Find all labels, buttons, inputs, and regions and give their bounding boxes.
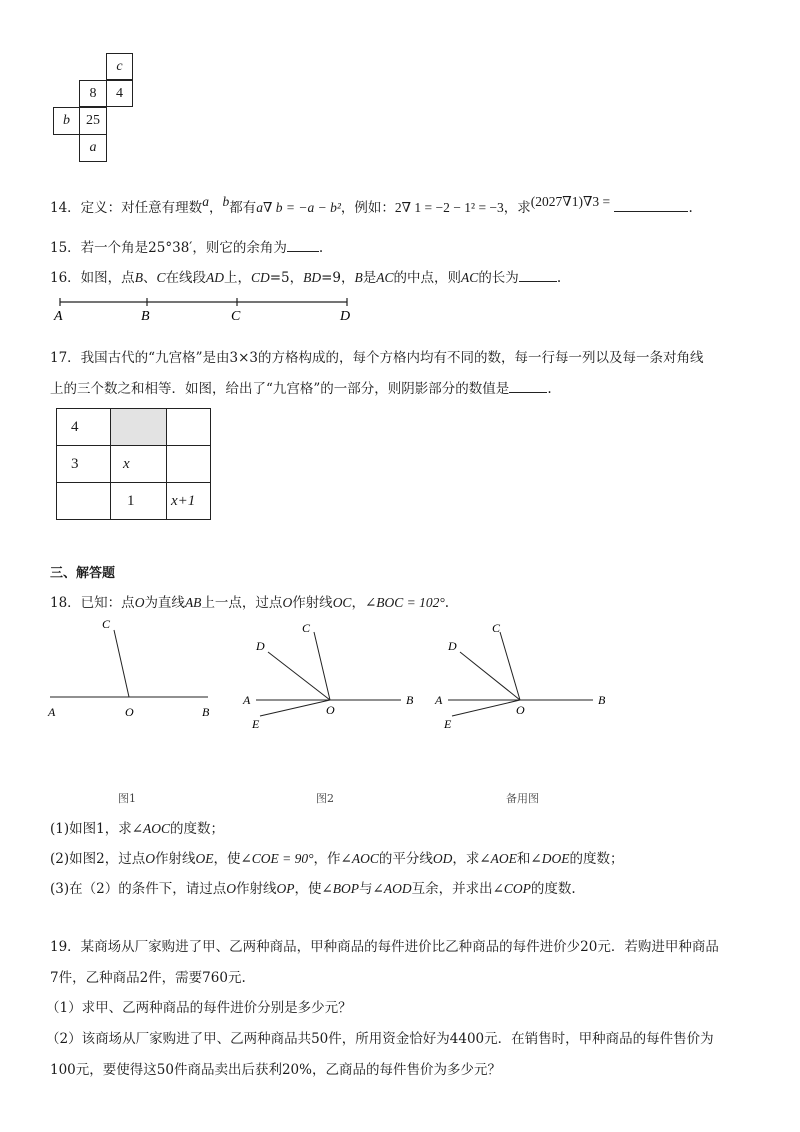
q16-text-8: 的中点，则 <box>393 270 462 286</box>
q18-part-2 <box>50 847 623 867</box>
q18-p2-angle-doe: ∠DOE <box>530 851 570 866</box>
net-cell-b: b <box>53 107 80 135</box>
q18-part-3 <box>50 877 576 897</box>
q18-p2-text-c: ，使 <box>213 851 241 867</box>
q14-definition: a∇ b = −a − b² <box>256 200 341 215</box>
q18-p2-angle-aoe: ∠AOE <box>479 851 517 866</box>
fig2-label-e: E <box>252 717 260 731</box>
q16-segment-figure <box>50 292 360 324</box>
q14-text-c: ，例如： <box>340 200 395 216</box>
q18-p3-angle-bop: ∠BOP <box>321 881 360 896</box>
q17-text-2: 上的三个数之和相等．如图，给出了“九宫格”的一部分，则阴影部分的数值是 <box>50 381 510 397</box>
question-16 <box>50 266 561 286</box>
q16-segment-cd: CD <box>250 270 270 285</box>
q16-segment-ac: AC <box>376 270 394 285</box>
q18-p2-text-e: 的平分线 <box>378 851 433 867</box>
q16-text-6: =9， <box>321 270 355 286</box>
q14-end: . <box>688 200 693 216</box>
question-18 <box>50 591 449 611</box>
fig3-ray-oe <box>452 700 520 716</box>
q18-p3-text-f: 的度数. <box>530 881 576 897</box>
figure-backup <box>430 618 620 733</box>
fig3-label-b: B <box>598 693 606 707</box>
net-cell-4: 4 <box>106 80 133 107</box>
question-14 <box>50 196 693 216</box>
point-label-c: C <box>231 309 241 324</box>
q18-p3-text-d: 与 <box>359 881 373 897</box>
q16-text-1: 16．如图，点 <box>50 270 135 286</box>
q16-text-9: 的长为 <box>478 270 519 286</box>
fig3-label-e: E <box>444 717 452 731</box>
fig3-label-d: D <box>448 639 457 653</box>
q19-part-2-line-1: （2）该商场从厂家购进了甲、乙两种商品共50件，所用资金恰好为4400元．在销售时，甲种商品的每件售价为 <box>46 1031 714 1047</box>
section-3-heading: 三、解答题 <box>50 566 116 581</box>
net-cell-8: 8 <box>79 80 107 107</box>
q18-p3-ray-op: OP <box>276 881 295 896</box>
q14-query: (2027∇1)∇3 = <box>530 194 611 209</box>
q18-p2-text-h: 的度数； <box>569 851 624 867</box>
fig3-label-o: O <box>516 703 525 717</box>
grid-cell-r3c3: x+1 <box>167 483 211 520</box>
q18-p3-text-a: (3)在（2）的条件下，请过点 <box>50 881 227 897</box>
q14-var-b: b <box>222 194 230 209</box>
q14-text-b: 都有 <box>229 200 257 216</box>
q16-answer-blank[interactable] <box>519 269 557 282</box>
fig3-ray-od <box>460 652 520 700</box>
q18-p1-angle: ∠AOC <box>131 821 171 836</box>
fig2-ray-oe <box>260 700 330 716</box>
q14-answer-blank[interactable] <box>614 199 688 212</box>
fig2-label-c: C <box>302 621 311 635</box>
q18-p1-text-a: (1)如图1，求 <box>50 821 132 837</box>
fig3-label-c: C <box>492 621 501 635</box>
question-15 <box>50 236 323 256</box>
q18-ray-oc: OC <box>332 595 352 610</box>
fig1-label-b: B <box>202 705 210 719</box>
q15-end: . <box>318 240 324 256</box>
q16-segment-ad: AD <box>205 270 224 285</box>
grid-cell-r1c1: 4 <box>57 409 111 446</box>
caption-figure-2: 图2 <box>316 792 334 805</box>
fig2-label-o: O <box>326 703 335 717</box>
q15-answer-blank[interactable] <box>287 239 319 252</box>
q14-var-a: a <box>202 194 209 209</box>
q18-p2-ray-oe: OE <box>195 851 214 866</box>
q16-text-4: 上， <box>223 270 251 286</box>
q18-p2-point-o: O <box>145 851 155 866</box>
net-cell-a: a <box>79 134 107 162</box>
fig2-label-d: D <box>256 639 265 653</box>
q18-given-angle: ∠BOC = 102° <box>364 595 445 610</box>
q18-p2-text-a: (2)如图2，过点 <box>50 851 146 867</box>
q16-point-b: B <box>134 270 143 285</box>
q16-text-3: 在线段 <box>165 270 206 286</box>
q18-p2-text-g: 和 <box>516 851 531 867</box>
q14-text: 14．定义：对任意有理数 <box>50 200 203 216</box>
q18-p2-angle-coe: ∠COE = 90° <box>240 851 314 866</box>
q18-text-1: 18．已知：点 <box>50 595 135 611</box>
fig1-label-c: C <box>102 617 111 631</box>
q18-p3-angle-aod: ∠AOD <box>372 881 412 896</box>
q14-text-d: ，求 <box>503 200 531 216</box>
q19-line-2: 7件，乙种商品2件，需要760元. <box>50 970 246 986</box>
net-cell-25: 25 <box>79 107 107 135</box>
net-cell-c: c <box>106 53 133 80</box>
q17-answer-blank[interactable] <box>509 380 547 393</box>
q18-p2-ray-od: OD <box>432 851 453 866</box>
fig1-ray-oc <box>114 630 129 697</box>
q18-p3-angle-cop: ∠COP <box>492 881 531 896</box>
q18-p3-point-o: O <box>226 881 236 896</box>
q16-text-7: 是 <box>362 270 377 286</box>
q18-p3-text-e: 互余，并求出 <box>411 881 493 897</box>
magic-square-grid <box>56 408 211 520</box>
q18-point-o: O <box>134 595 145 610</box>
grid-cell-r2c1: 3 <box>57 446 111 483</box>
q18-p2-text-d: ，作 <box>313 851 341 867</box>
grid-cell-r2c3 <box>167 446 211 483</box>
fig3-label-a: A <box>435 693 443 707</box>
caption-figure-backup: 备用图 <box>506 792 539 805</box>
fig2-label-a: A <box>243 693 251 707</box>
q18-p2-text-f: ，求 <box>452 851 480 867</box>
q19-part-1: （1）求甲、乙两种商品的每件进价分别是多少元？ <box>46 1000 352 1016</box>
point-label-d: D <box>340 309 351 324</box>
q18-text-2: 为直线 <box>144 595 185 611</box>
q16-text-2: 、 <box>142 270 157 286</box>
grid-cell-r2c2: x <box>111 446 167 483</box>
grid-cell-r3c2: 1 <box>111 483 167 520</box>
q15-text: 15．若一个角是25°38′，则它的余角为 <box>50 240 287 256</box>
q18-text-4: 作射线 <box>292 595 333 611</box>
grid-cell-r3c1 <box>57 483 111 520</box>
q18-text-3: 上一点，过点 <box>201 595 283 611</box>
q18-point-o-2: O <box>282 595 293 610</box>
q18-part-1 <box>50 817 224 837</box>
fig3-ray-oc <box>500 632 520 700</box>
q18-p3-text-c: ，使 <box>294 881 322 897</box>
q14-example: 2∇ 1 = −2 − 1² = −3 <box>394 200 504 215</box>
q18-text-5: ， <box>351 595 365 611</box>
figure-2 <box>238 618 428 733</box>
question-17-line-2 <box>50 377 552 397</box>
q18-end: . <box>444 595 450 611</box>
fig1-label-a: A <box>48 705 56 719</box>
q18-p1-text-b: 的度数； <box>170 821 225 837</box>
q16-point-b-2: B <box>354 270 363 285</box>
grid-cell-shaded <box>111 409 167 446</box>
q18-line-ab: AB <box>184 595 202 610</box>
q14-sep: ， <box>208 200 223 216</box>
point-label-b: B <box>141 309 150 324</box>
grid-cell-r1c3 <box>167 409 211 446</box>
q18-p2-text-b: 作射线 <box>154 851 196 867</box>
fig2-label-b: B <box>406 693 414 707</box>
q19-part-2-line-2: 100元，要使得这50件商品卖出后获利20%，乙商品的每件售价为多少元？ <box>50 1062 501 1078</box>
q17-end: . <box>547 381 552 397</box>
q16-text-5: =5， <box>269 270 304 286</box>
q16-end: . <box>556 270 562 286</box>
q18-p3-text-b: 作射线 <box>235 881 277 897</box>
q16-point-c: C <box>156 270 166 285</box>
fig1-label-o: O <box>125 705 134 719</box>
q18-p2-angle-aoc: ∠AOC <box>340 851 379 866</box>
q16-segment-bd: BD <box>303 270 322 285</box>
figure-1 <box>40 612 220 722</box>
question-17-line-1: 17．我国古代的“九宫格”是由3×3的方格构成的，每个方格内均有不同的数，每一行每一列以及每一条对角线 <box>50 350 704 366</box>
q19-line-1: 19．某商场从厂家购进了甲、乙两种商品，甲种商品的每件进价比乙种商品的每件进价少20元．若购进甲种商品 <box>50 939 719 955</box>
point-label-a: A <box>54 309 63 324</box>
caption-figure-1: 图1 <box>118 792 136 805</box>
q16-segment-ac-2: AC <box>461 270 479 285</box>
